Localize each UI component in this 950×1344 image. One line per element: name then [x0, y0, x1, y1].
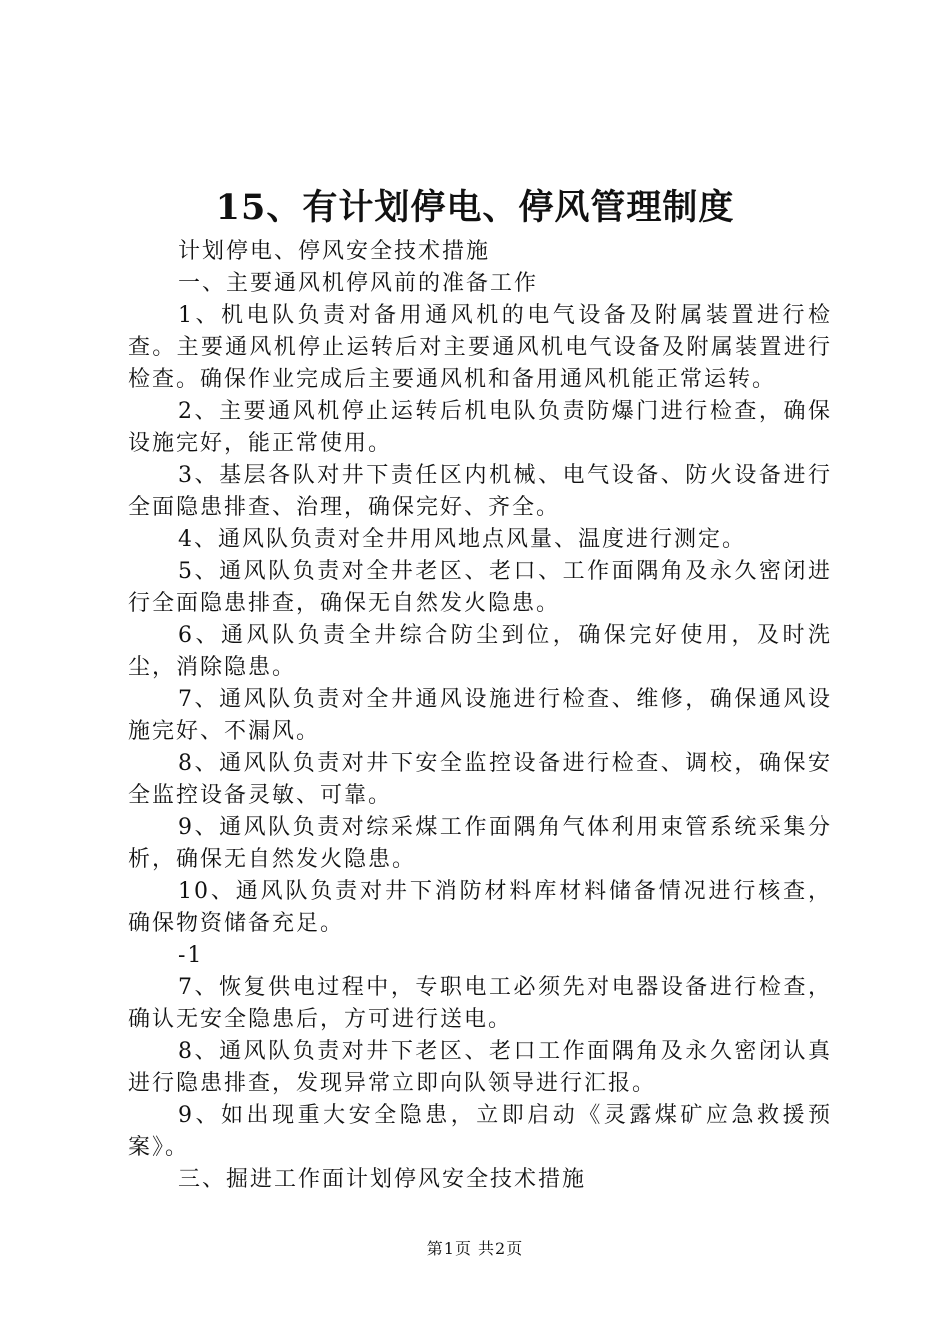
page-footer: 第1页 共2页: [426, 1239, 524, 1258]
paragraph-subtitle: 计划停电、停风安全技术措施: [178, 239, 491, 264]
paragraph: 7、通风队负责对全井通风设施进行检查、维修，确保通风设施完好、不漏风。: [128, 687, 832, 744]
document-title: 15、有计划停电、停风管理制度: [215, 187, 735, 228]
paragraph: 9、如出现重大安全隐患，立即启动《灵露煤矿应急救援预案》。: [128, 1103, 832, 1160]
paragraph: 8、通风队负责对井下安全监控设备进行检查、调校，确保安全监控设备灵敏、可靠。: [128, 751, 832, 808]
paragraph: 1、机电队负责对备用通风机的电气设备及附属装置进行检查。主要通风机停止运转后对主要通风机电气设备及附属装置进行检查。确保作业完成后主要通风机和备用通风机能正常运转。: [128, 303, 832, 392]
section-heading-3: 三、掘进工作面计划停风安全技术措施: [178, 1167, 587, 1192]
paragraph: 3、基层各队对井下责任区内机械、电气设备、防火设备进行全面隐患排查、治理，确保完好、齐全。: [128, 463, 832, 520]
paragraph: 6、通风队负责全井综合防尘到位，确保完好使用，及时洗尘，消除隐患。: [128, 623, 832, 680]
paragraph: 7、恢复供电过程中，专职电工必须先对电器设备进行检查，确认无安全隐患后，方可进行送电。: [128, 975, 832, 1032]
page-break-marker: -1: [178, 943, 204, 968]
section-heading-1: 一、主要通风机停风前的准备工作: [178, 271, 539, 296]
paragraph: 10、通风队负责对井下消防材料库材料储备情况进行核查，确保物资储备充足。: [128, 879, 832, 936]
paragraph: 8、通风队负责对井下老区、老口工作面隅角及永久密闭认真进行隐患排查，发现异常立即向队领导进行汇报。: [128, 1039, 832, 1096]
paragraph: 9、通风队负责对综采煤工作面隅角气体利用束管系统采集分析，确保无自然发火隐患。: [128, 815, 832, 872]
document-body: [128, 236, 832, 1196]
paragraph: 4、通风队负责对全井用风地点风量、温度进行测定。: [178, 527, 746, 552]
paragraph: 2、主要通风机停止运转后机电队负责防爆门进行检查，确保设施完好，能正常使用。: [128, 399, 832, 456]
paragraph: 5、通风队负责对全井老区、老口、工作面隅角及永久密闭进行全面隐患排查，确保无自然发火隐患。: [128, 559, 832, 616]
